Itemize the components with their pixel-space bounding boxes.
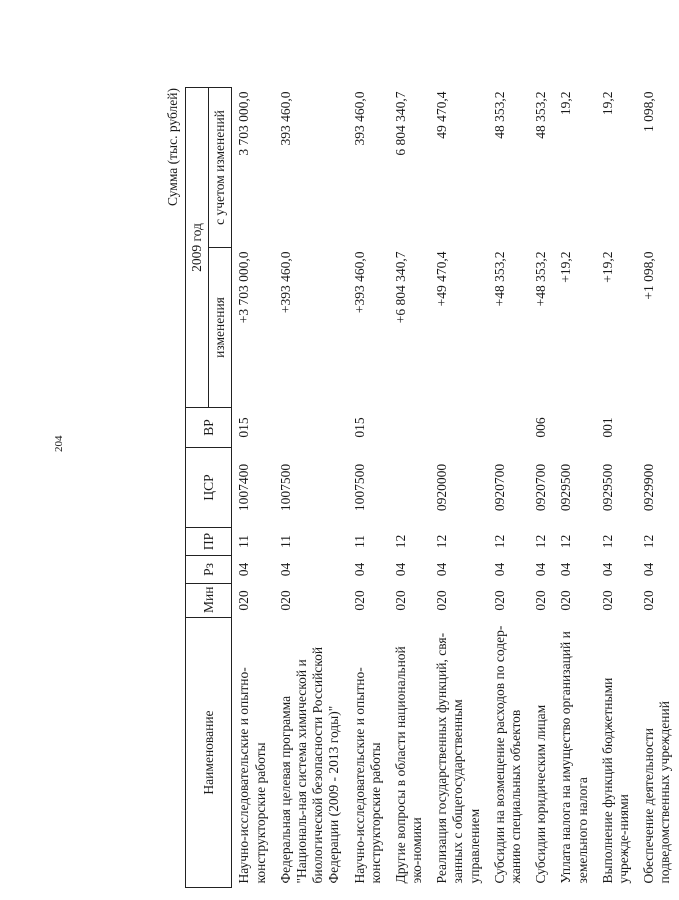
cell-change: +393 460,0 [351,251,367,314]
header-min: Мин [186,584,232,618]
cell-min: 020 [558,590,574,611]
table-row [637,88,678,888]
cell-name: Обеспечение деятельности подведомственных учреждений [641,701,673,884]
header-pr: ПР [186,528,232,556]
cell-pr: 11 [236,535,252,548]
cell-rz: 04 [599,562,615,577]
cell-csr: 0929900 [641,463,657,512]
cell-pr: 12 [434,534,450,549]
cell-vr: 015 [351,417,367,438]
cell-total: 19,2 [558,91,574,116]
cell-change: +393 460,0 [277,251,293,314]
cell-total: 393 460,0 [277,91,293,146]
header-rz: Рз [186,556,232,584]
cell-pr: 12 [641,534,657,549]
table-row [232,88,274,888]
cell-min: 020 [277,590,293,611]
units-caption: Сумма (тыс. рублей) [165,88,180,206]
cell-name: Субсидии юридическим лицам [533,704,549,884]
cell-total: 48 353,2 [491,91,507,139]
cell-pr: 12 [533,534,549,549]
cell-min: 020 [599,590,615,611]
cell-total: 19,2 [599,91,615,116]
cell-change: +19,2 [558,251,574,283]
header-vr: ВР [186,408,232,448]
cell-name: Уплата налога на имущество организаций и земельного налога [558,631,590,884]
header-with-change: с учетом изменений [209,88,232,248]
cell-rz: 04 [533,562,549,577]
cell-rz: 04 [351,562,367,577]
cell-vr: 006 [533,417,549,438]
cell-vr [488,408,529,448]
cell-change: +49 470,4 [434,251,450,307]
cell-name: Научно-исследовательские и опытно-конструкторские работы [351,667,383,884]
cell-csr: 0920000 [434,463,450,512]
cell-rz: 04 [641,562,657,577]
header-year: 2009 год [186,88,209,408]
cell-total: 49 470,4 [434,91,450,139]
cell-pr: 12 [392,534,408,549]
cell-csr: 0920700 [533,463,549,512]
cell-name: Другие вопросы в области национальной эко-номики [392,646,425,884]
cell-rz: 04 [434,562,450,577]
cell-rz: 04 [236,562,252,577]
cell-vr [637,408,678,448]
cell-name: Реализация государственных функций, свя-занных с общегосударственным управлением [434,632,482,884]
cell-csr: 1007500 [351,463,367,512]
cell-csr: 0920700 [491,463,507,512]
cell-name: Субсидии на возмещение расходов по содер-жанию специальных объектов [491,625,523,884]
cell-name: Выполнение функций бюджетными учрежде-ниями [599,677,631,884]
header-change: изменения [209,248,232,408]
cell-vr: 015 [236,417,252,438]
cell-total: 3 703 000,0 [236,91,252,156]
cell-pr: 12 [491,534,507,549]
cell-rz: 04 [491,562,507,577]
table-row [488,88,529,888]
cell-pr: 11 [277,535,293,548]
cell-csr: 0929500 [558,463,574,512]
cell-change: +19,2 [599,251,615,283]
cell-min: 020 [392,590,408,611]
cell-csr: 1007400 [236,463,252,512]
table-row [554,88,595,888]
cell-change: +3 703 000,0 [236,251,252,324]
table-row [389,88,430,888]
cell-change: +48 353,2 [533,251,549,307]
page-number: 204 [53,435,65,452]
cell-total: 393 460,0 [351,91,367,146]
cell-vr: 001 [599,417,615,438]
cell-csr: 0929500 [599,463,615,512]
rotated-table-area [165,88,673,888]
cell-total: 6 804 340,7 [392,91,408,156]
cell-vr [274,408,348,448]
budget-table [185,87,679,888]
header-name: Наименование [186,618,232,888]
table-row [430,88,488,888]
table-row [348,88,389,888]
cell-change: +48 353,2 [491,251,507,307]
cell-min: 020 [641,590,657,611]
cell-rz: 04 [277,562,293,577]
cell-min: 020 [434,590,450,611]
cell-pr: 11 [351,535,367,548]
cell-vr [389,408,430,448]
header-csr: ЦСР [186,448,232,528]
cell-name: Федеральная целевая программа "Националь-ная система химической и биологической безопасности Российской Федерации (2009 - 2013 годы)" [277,646,342,884]
table-row [596,88,637,888]
header-row [186,88,209,888]
table-row [529,88,554,888]
cell-csr: 1007500 [277,463,293,512]
cell-pr: 12 [558,534,574,549]
cell-total: 48 353,2 [533,91,549,139]
cell-min: 020 [351,590,367,611]
cell-rz: 04 [558,562,574,577]
table-row [274,88,348,888]
cell-min: 020 [533,590,549,611]
cell-csr [389,448,430,528]
cell-min: 020 [236,590,252,611]
cell-vr [554,408,595,448]
cell-total: 1 098,0 [641,91,657,132]
cell-min: 020 [491,590,507,611]
cell-rz: 04 [392,562,408,577]
cell-pr: 12 [599,534,615,549]
cell-change: +1 098,0 [641,251,657,300]
cell-name: Научно-исследовательские и опытно-конструкторские работы [236,667,268,884]
cell-vr [430,408,488,448]
cell-change: +6 804 340,7 [392,251,408,324]
